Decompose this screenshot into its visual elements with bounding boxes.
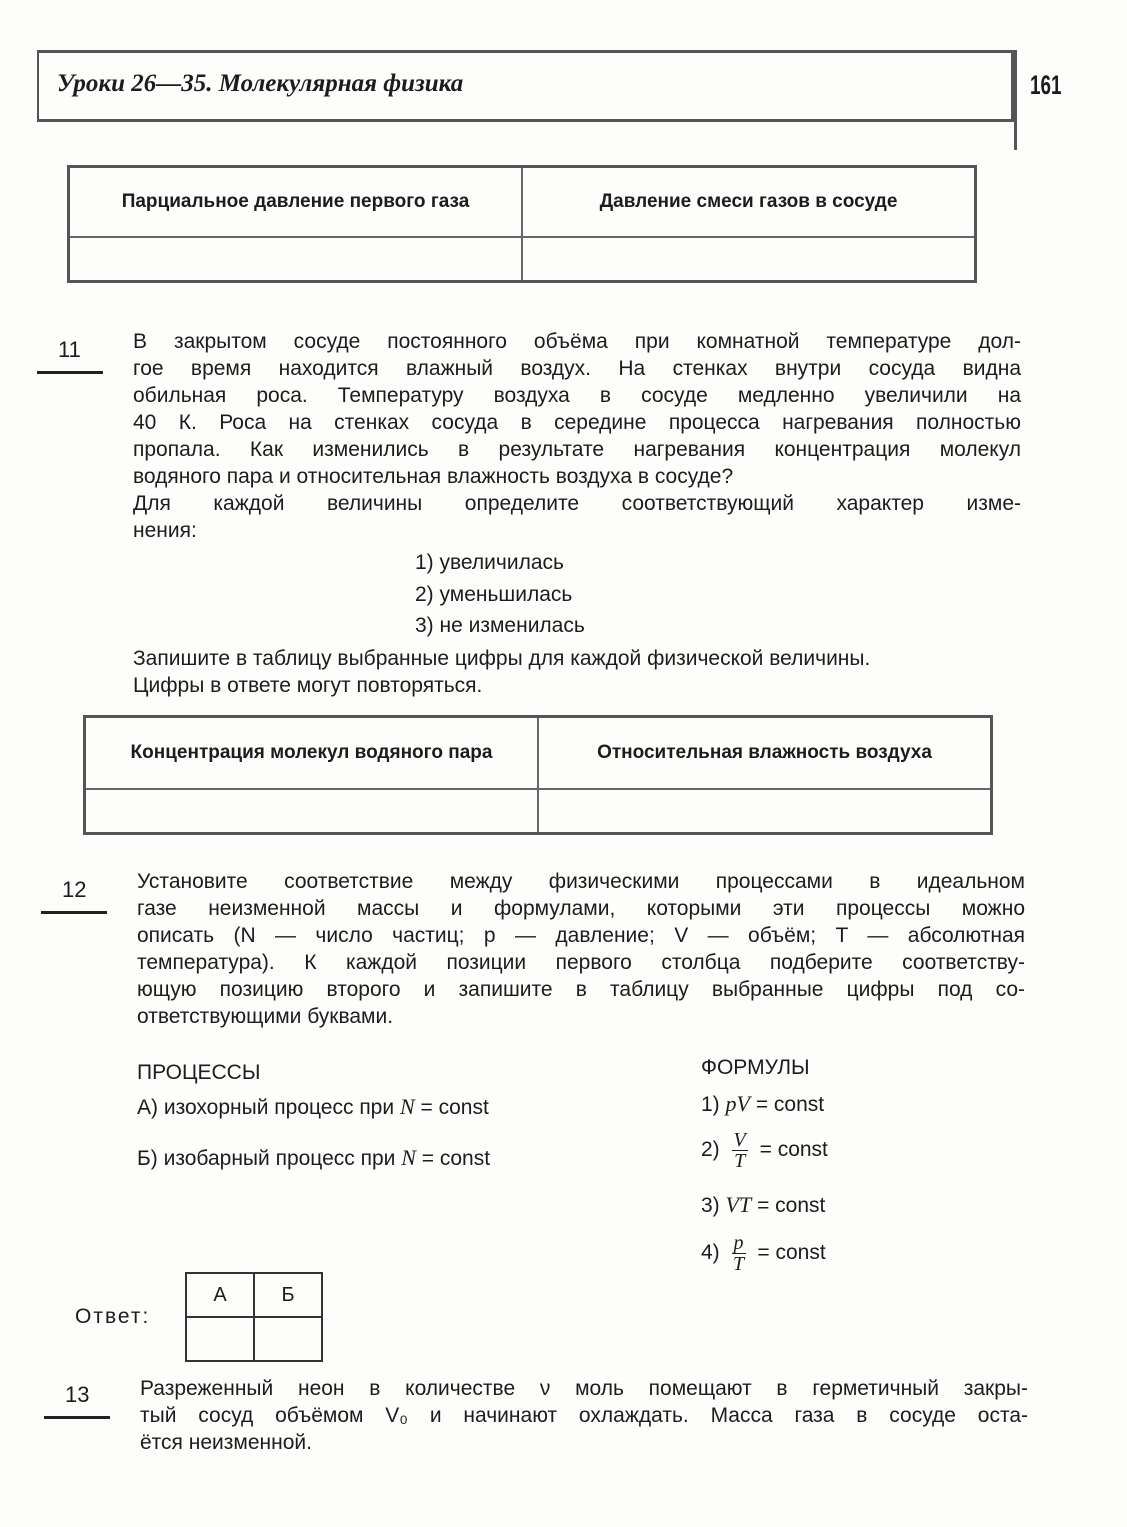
task11-text: [133, 328, 1021, 544]
formula-expr: pV: [725, 1091, 750, 1116]
answer-label: Ответ:: [75, 1305, 151, 1328]
text-line: ётся неизменной.: [140, 1431, 312, 1454]
text-line: тый сосуд объёмом V₀ и начинают охлаждать. Масса газа в сосуде оста-: [140, 1404, 1028, 1427]
task-number-rule: [37, 371, 103, 374]
process-var: N: [401, 1145, 416, 1170]
answer-cell[interactable]: [85, 789, 539, 834]
fraction: [732, 1233, 746, 1274]
formula-num: 2): [701, 1138, 720, 1162]
formulas-heading: ФОРМУЛЫ: [701, 1056, 810, 1079]
answer-cell[interactable]: [538, 789, 992, 834]
text-line: водяного пара и относительная влажность воздуха в сосуде?: [133, 465, 734, 488]
formula-num: 1): [701, 1093, 720, 1116]
text-line: Цифры в ответе могут повторяться.: [133, 674, 483, 697]
answer-cell[interactable]: [254, 1317, 322, 1361]
answer-cell[interactable]: [69, 237, 523, 282]
formula-item: [701, 1233, 826, 1274]
task-number-rule: [41, 911, 107, 914]
task-number: 11: [58, 337, 81, 362]
text-line: Для каждой величины определите соответствующий характер изме-: [133, 492, 1021, 515]
process-label: А) изохорный процесс при: [137, 1096, 395, 1119]
process-rest: = const: [420, 1096, 489, 1119]
answer-cell[interactable]: [522, 237, 976, 282]
formula-rest: = const: [755, 1093, 825, 1116]
denominator: T: [734, 1150, 746, 1172]
formula-rest: = const: [759, 1138, 828, 1162]
answer-header: А: [186, 1273, 254, 1317]
text-line: В закрытом сосуде постоянного объёма при комнатной температуре дол-: [133, 330, 1021, 353]
numerator: V: [733, 1129, 746, 1151]
task-number: 13: [65, 1382, 90, 1407]
text-line: Установите соответствие между физическими процессами в идеальном: [137, 870, 1025, 893]
process-var: N: [399, 1094, 415, 1119]
text-line: ответствующими буквами.: [137, 1005, 394, 1028]
text-line: описать (N — число частиц; p — давление; V — объём; T — абсолютная: [137, 924, 1025, 947]
text-line: нения:: [133, 519, 197, 542]
process-label: Б) изобарный процесс при: [137, 1147, 396, 1170]
text-line: пропала. Как изменились в результате нагревания концентрация молекул: [133, 438, 1021, 461]
table-header: Относительная влажность воздуха: [538, 717, 992, 789]
formula-expr: VT: [725, 1192, 752, 1217]
option: 3) не изменилась: [415, 614, 585, 637]
answer-cell[interactable]: [186, 1317, 254, 1361]
chapter-title: Уроки 26—35. Молекулярная физика: [57, 70, 464, 97]
text-line: 40 К. Роса на стенках сосуда в середине процесса нагревания полностью: [133, 411, 1021, 434]
table-header: Парциальное давление первого газа: [69, 167, 523, 237]
text-line: Запишите в таблицу выбранные цифры для каждой физической величины.: [133, 647, 871, 670]
formula-num: 3): [701, 1194, 720, 1217]
task13-text: [140, 1375, 1028, 1456]
formula-rest: = const: [757, 1241, 826, 1265]
margin-rule: [1014, 50, 1017, 150]
formula-item: [701, 1130, 828, 1171]
option: 2) уменьшилась: [415, 583, 573, 606]
top-answer-table: [67, 165, 977, 283]
text-line: ющую позицию второго и запишите в таблицу выбранные цифры под со-: [137, 978, 1025, 1001]
numerator: p: [733, 1232, 744, 1254]
task-number: 12: [62, 877, 87, 902]
fraction: [732, 1130, 748, 1171]
formula-rest: = const: [757, 1194, 826, 1217]
denominator: T: [732, 1253, 745, 1275]
text-line: гое время находится влажный воздух. На стенках внутри сосуда видна: [133, 357, 1021, 380]
formula-item: [701, 1192, 825, 1218]
task12-answer-table: [185, 1272, 323, 1362]
text-line: Разреженный неон в количестве ν моль помещают в герметичный закры-: [140, 1377, 1028, 1400]
task12-text: [137, 868, 1025, 1030]
processes-heading: ПРОЦЕССЫ: [137, 1061, 261, 1084]
formula-num: 4): [701, 1241, 720, 1265]
formula-item: [701, 1091, 824, 1117]
process-item: [137, 1145, 490, 1171]
process-rest: = const: [421, 1147, 491, 1170]
answer-header: Б: [254, 1273, 322, 1317]
text-line: газе неизменной массы и формулами, которыми эти процессы можно: [137, 897, 1025, 920]
text-line: температура). К каждой позиции первого столбца подберите соответству-: [137, 951, 1025, 974]
option: 1) увеличилась: [415, 551, 564, 574]
task-number-rule: [44, 1416, 110, 1419]
process-item: [137, 1094, 489, 1120]
task11-instructions: [133, 645, 1023, 699]
table-header: Давление смеси газов в сосуде: [522, 167, 976, 237]
table-header: Концентрация молекул водяного пара: [85, 717, 539, 789]
text-line: обильная роса. Температуру воздуха в сосуде медленно увеличили на: [133, 384, 1021, 407]
page-number: 161: [1030, 70, 1062, 100]
task11-answer-table: [83, 715, 993, 835]
